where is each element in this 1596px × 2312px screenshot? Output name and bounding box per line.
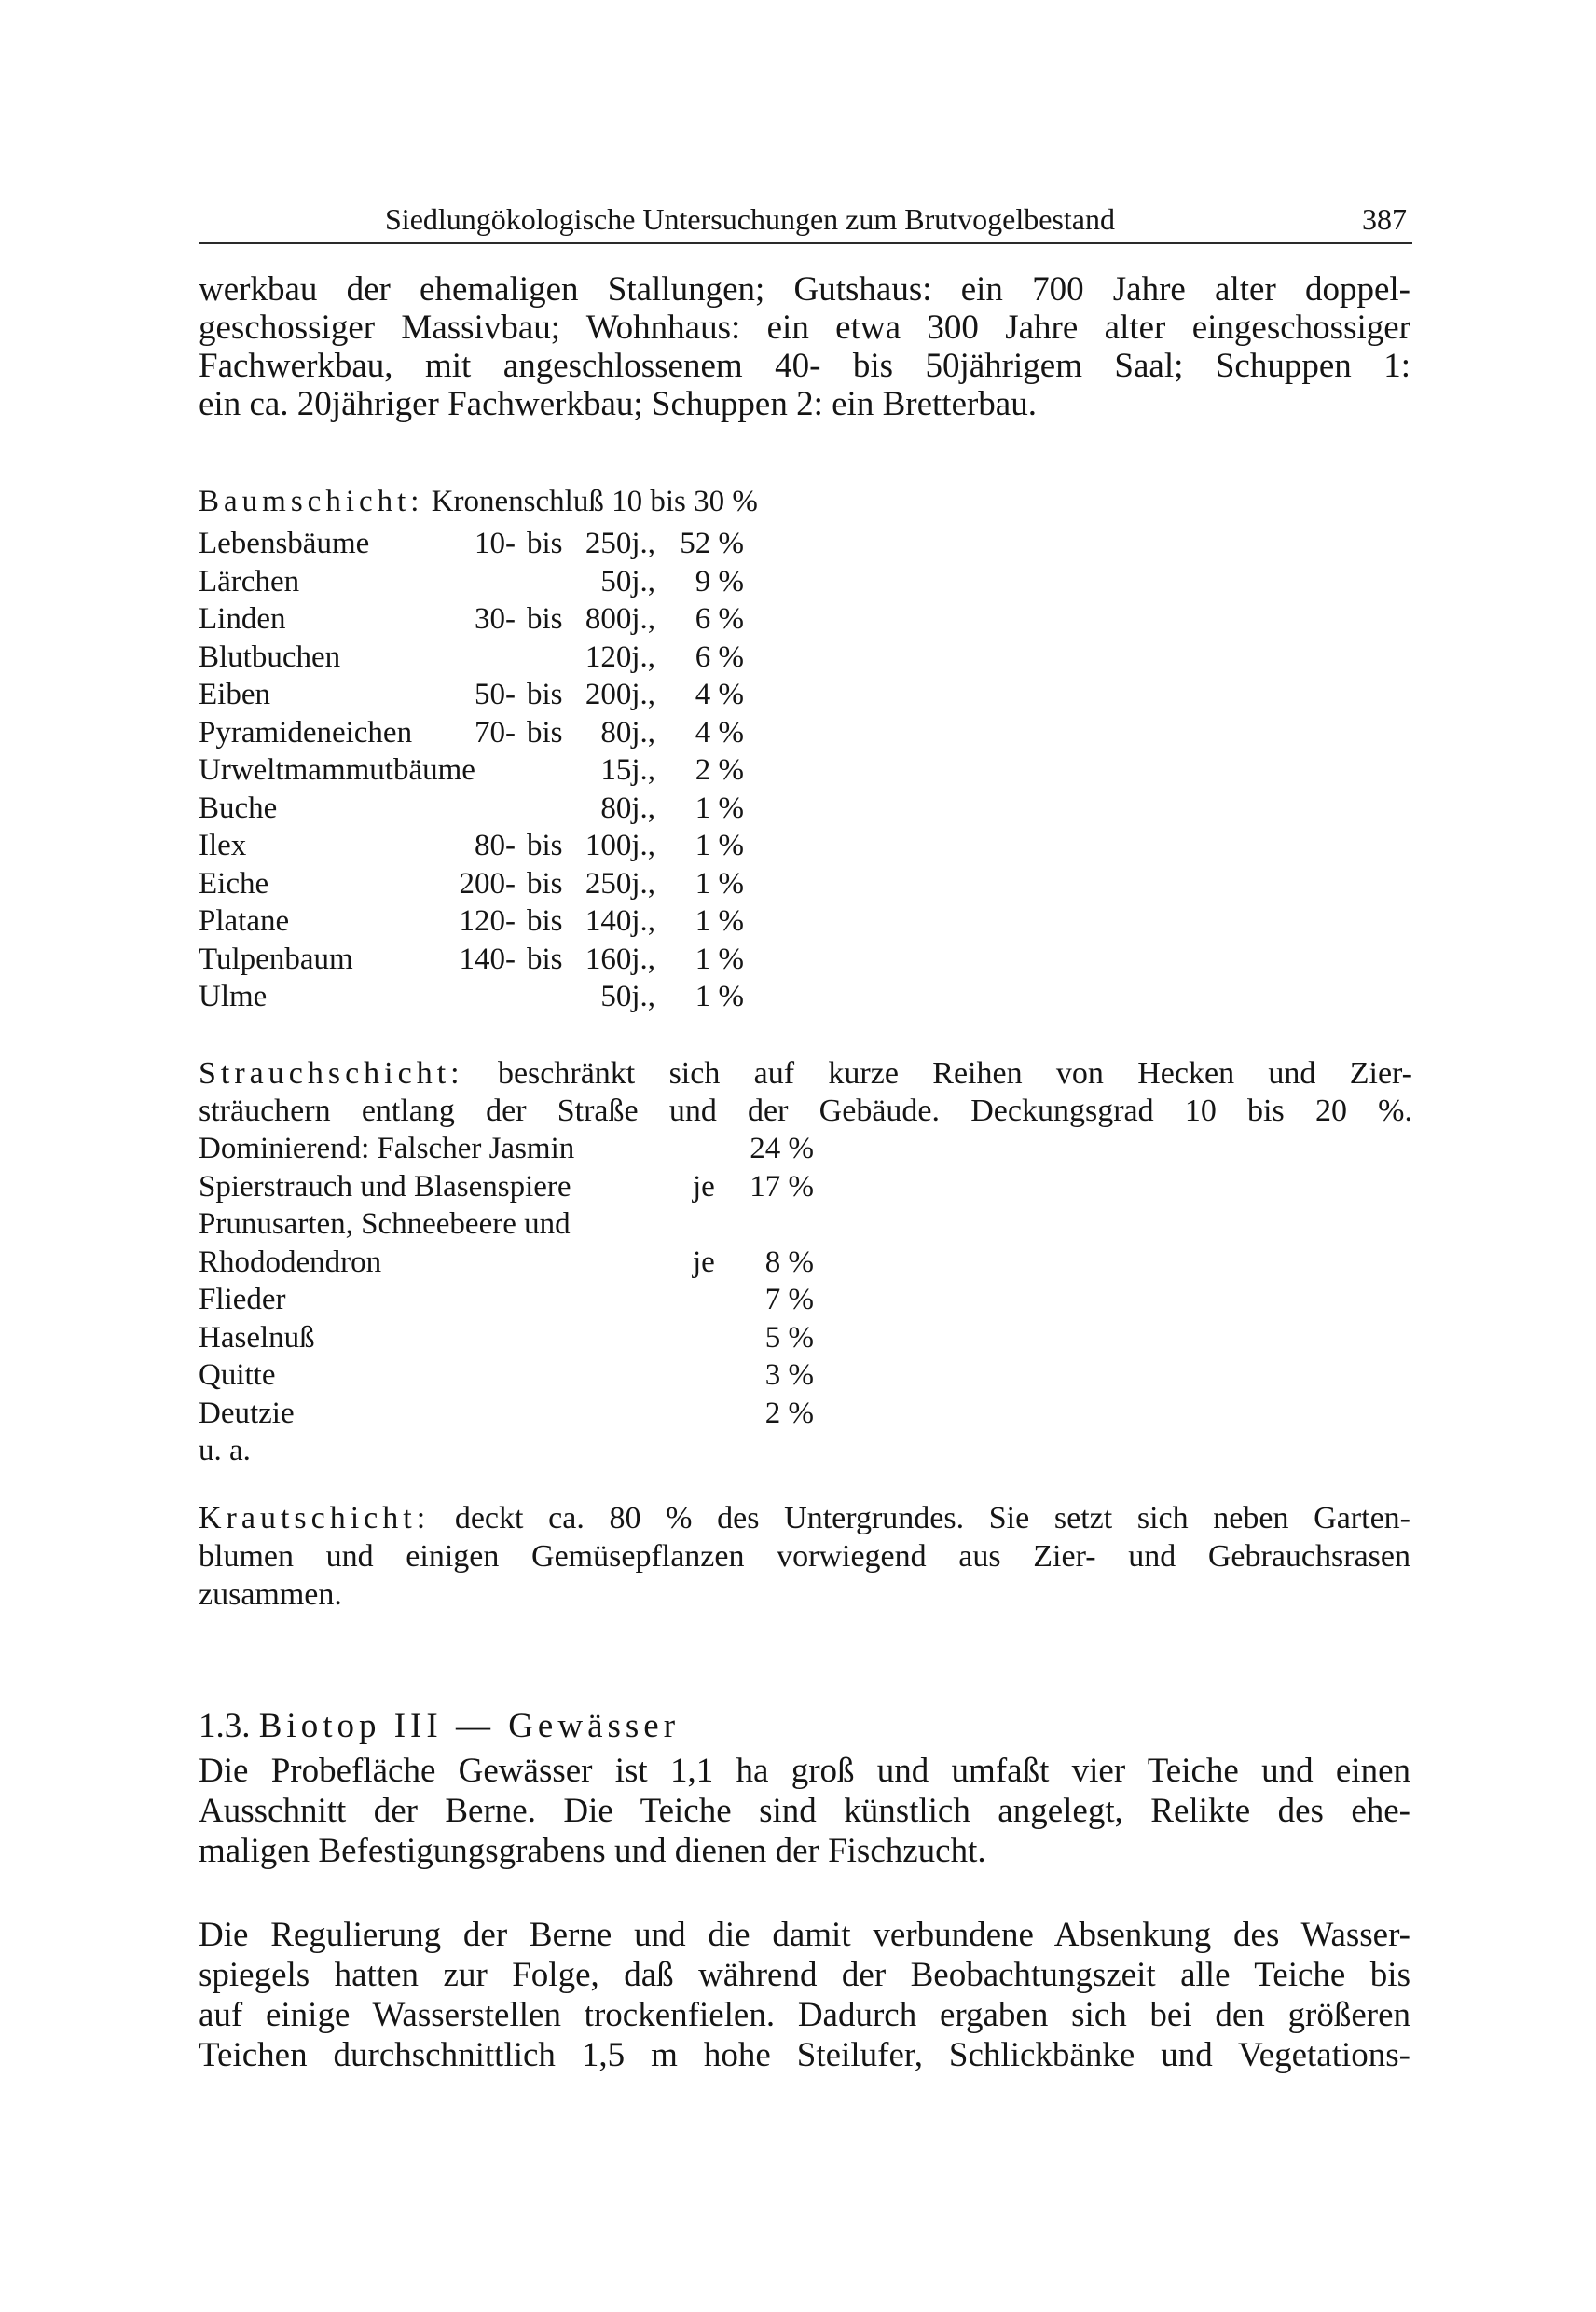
bis-word: bis — [527, 942, 563, 976]
bis-word: bis — [527, 715, 563, 750]
share-percent: 6 % — [695, 640, 744, 674]
share-percent: 17 % — [750, 1169, 814, 1204]
strauchschicht-table — [199, 1130, 870, 1470]
text-line: zusammen. — [199, 1577, 342, 1612]
bis-word: bis — [527, 904, 563, 938]
section-paragraph-2 — [199, 1915, 1410, 2075]
shrub-row — [199, 1205, 870, 1244]
shrub-row — [199, 1244, 870, 1282]
tree-name: Eiche — [199, 866, 269, 901]
page-number: 387 — [1362, 202, 1407, 236]
shrub-row — [199, 1281, 870, 1319]
bis-word: bis — [527, 829, 563, 862]
tree-name: Lärchen — [199, 564, 300, 599]
shrub-name: u. a. — [199, 1434, 251, 1467]
baumschicht-label: Baumschicht: — [199, 485, 424, 518]
shrub-name: Spierstrauch und Blasenspiere — [199, 1169, 571, 1204]
share-percent: 1 % — [695, 791, 744, 825]
text-line: sträuchern entlang der Straße und der Gebäude. Deckungsgrad 10 bis 20 %. — [199, 1094, 1412, 1128]
share-percent: 1 % — [695, 829, 744, 862]
tree-row — [199, 941, 870, 979]
tree-name: Linden — [199, 602, 286, 636]
shrub-name: Deutzie — [199, 1396, 295, 1430]
intro-paragraph — [199, 270, 1410, 423]
tree-row — [199, 902, 870, 941]
section-heading — [199, 1706, 680, 1747]
shrub-row — [199, 1168, 870, 1206]
tree-row — [199, 639, 870, 677]
age-from: 30- — [475, 602, 516, 636]
shrub-name: Haselnuß — [199, 1320, 315, 1355]
section-paragraph-1 — [199, 1751, 1410, 1871]
header-title: Siedlungökologische Untersuchungen zum Brutvogelbestand — [385, 202, 1115, 236]
strauchschicht-label: Strauchschicht: — [199, 1056, 464, 1091]
shrub-row — [199, 1432, 870, 1470]
strauchschicht-paragraph — [199, 1055, 1412, 1130]
shrub-name: Prunusarten, Schneebeere und — [199, 1207, 571, 1241]
text-line: Die Probefläche Gewässer ist 1,1 ha groß und umfaßt vier Teiche und einen — [199, 1752, 1410, 1790]
section-title: Biotop III — Gewässer — [258, 1707, 681, 1745]
text-line: werkbau der ehemaligen Stallungen; Gutshaus: ein 700 Jahre alter doppel- — [199, 270, 1410, 309]
tree-row — [199, 676, 870, 714]
age-to: 50j., — [600, 564, 655, 599]
share-percent: 4 % — [695, 678, 744, 711]
age-to: 15j., — [600, 753, 655, 787]
share-percent: 2 % — [764, 1396, 814, 1430]
shrub-name: Dominierend: Falscher Jasmin — [199, 1132, 575, 1165]
tree-name: Tulpenbaum — [199, 942, 353, 976]
tree-row — [199, 600, 870, 639]
tree-row — [199, 751, 870, 790]
tree-name: Ulme — [199, 980, 268, 1013]
tree-name: Eiben — [199, 678, 270, 711]
je-word: je — [693, 1245, 715, 1279]
share-percent: 4 % — [695, 715, 744, 750]
age-from: 120- — [459, 904, 516, 938]
age-to: 800j., — [585, 602, 655, 636]
share-percent: 1 % — [695, 904, 744, 938]
section-number: 1.3. — [199, 1707, 251, 1745]
share-percent: 8 % — [764, 1245, 814, 1279]
age-to: 140j., — [585, 904, 655, 938]
share-percent: 1 % — [695, 942, 744, 976]
text-line: maligen Befestigungsgrabens und dienen der Fischzucht. — [199, 1832, 986, 1870]
tree-row — [199, 827, 870, 865]
baumschicht-heading — [199, 483, 758, 520]
tree-name: Lebensbäume — [199, 527, 370, 560]
age-from: 80- — [475, 829, 516, 862]
shrub-row — [199, 1130, 870, 1168]
tree-row — [199, 525, 870, 563]
bis-word: bis — [527, 602, 563, 636]
age-to: 250j., — [585, 866, 655, 901]
age-to: 160j., — [585, 942, 655, 976]
shrub-row — [199, 1319, 870, 1357]
share-percent: 7 % — [764, 1283, 814, 1316]
text-line: Teichen durchschnittlich 1,5 m hohe Steilufer, Schlickbänke und Vegetations- — [199, 2036, 1410, 2074]
bis-word: bis — [527, 527, 563, 560]
share-percent: 3 % — [764, 1358, 814, 1392]
age-to: 100j., — [585, 829, 655, 862]
age-from: 70- — [475, 715, 516, 750]
krautschicht-line1: deckt ca. 80 % des Untergrundes. Sie setzt sich neben Garten- — [454, 1501, 1410, 1535]
text-line: geschossiger Massivbau; Wohnhaus: ein etwa 300 Jahre alter eingeschossiger — [199, 309, 1410, 347]
tree-row — [199, 790, 870, 828]
age-to: 120j., — [585, 640, 655, 674]
age-to: 80j., — [600, 791, 655, 825]
text-line: Fachwerkbau, mit angeschlossenem 40- bis 50jährigem Saal; Schuppen 1: — [199, 347, 1410, 385]
share-percent: 1 % — [695, 866, 744, 901]
running-header — [199, 196, 1412, 244]
age-from: 200- — [459, 866, 516, 901]
share-percent: 2 % — [695, 753, 744, 787]
share-percent: 1 % — [695, 980, 744, 1013]
shrub-row — [199, 1395, 870, 1433]
tree-row — [199, 714, 870, 752]
strauchschicht-line1: beschränkt sich auf kurze Reihen von Hecken und Zier- — [497, 1056, 1412, 1091]
share-percent: 9 % — [695, 564, 744, 599]
shrub-name: Rhododendron — [199, 1245, 382, 1279]
krautschicht-label: Krautschicht: — [199, 1501, 431, 1535]
age-from: 10- — [475, 527, 516, 560]
tree-row — [199, 978, 870, 1016]
share-percent: 5 % — [764, 1320, 814, 1355]
age-to: 250j., — [585, 527, 655, 560]
text-line: Ausschnitt der Berne. Die Teiche sind künstlich angelegt, Relikte des ehe- — [199, 1792, 1410, 1830]
text-line: ein ca. 20jähriger Fachwerkbau; Schuppen 2: ein Bretterbau. — [199, 385, 1037, 423]
krautschicht-paragraph — [199, 1499, 1410, 1614]
bis-word: bis — [527, 678, 563, 711]
share-percent: 6 % — [695, 602, 744, 636]
shrub-row — [199, 1356, 870, 1395]
text-line: blumen und einigen Gemüsepflanzen vorwiegend aus Zier- und Gebrauchsrasen — [199, 1539, 1410, 1574]
baumschicht-text: Kronenschluß 10 bis 30 % — [431, 485, 758, 518]
text-line — [199, 1499, 1410, 1537]
bis-word: bis — [527, 866, 563, 901]
shrub-name: Flieder — [199, 1283, 286, 1316]
tree-row — [199, 865, 870, 903]
tree-name: Ilex — [199, 829, 247, 862]
shrub-name: Quitte — [199, 1358, 276, 1392]
age-from: 50- — [475, 678, 516, 711]
tree-name: Blutbuchen — [199, 640, 341, 674]
share-percent: 52 % — [680, 527, 744, 560]
text-line: spiegels hatten zur Folge, daß während der Beobachtungszeit alle Teiche bis — [199, 1956, 1410, 1994]
text-line — [199, 1055, 1412, 1093]
baumschicht-table — [199, 525, 870, 1016]
age-to: 50j., — [600, 980, 655, 1013]
tree-name: Platane — [199, 904, 290, 938]
age-to: 80j., — [600, 715, 655, 750]
share-percent: 24 % — [750, 1132, 814, 1165]
age-to: 200j., — [585, 678, 655, 711]
text-line: Die Regulierung der Berne und die damit verbundene Absenkung des Wasser- — [199, 1916, 1410, 1954]
tree-name: Urweltmammutbäume — [199, 753, 475, 787]
je-word: je — [693, 1169, 715, 1204]
age-from: 140- — [459, 942, 516, 976]
tree-name: Pyramideneichen — [199, 715, 413, 750]
tree-name: Buche — [199, 791, 278, 825]
text-line: auf einige Wasserstellen trockenfielen. Dadurch ergaben sich bei den größeren — [199, 1996, 1410, 2034]
tree-row — [199, 563, 870, 601]
